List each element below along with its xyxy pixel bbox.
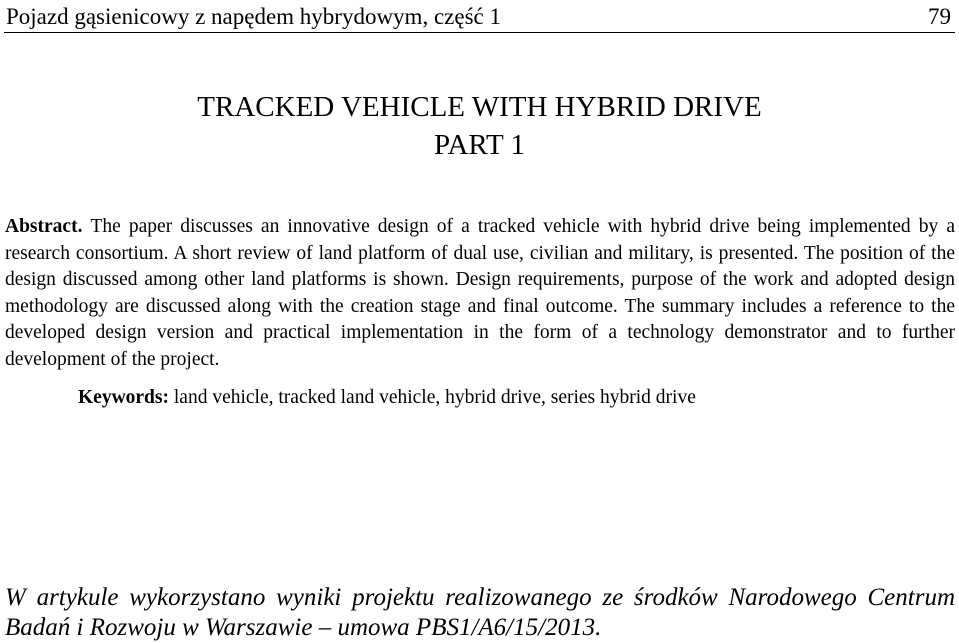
abstract-paragraph bbox=[5, 214, 955, 373]
running-header bbox=[4, 0, 955, 33]
paper-title bbox=[0, 88, 959, 164]
funding-note: W artykule wykorzystano wyniki projektu realizowanego ze środków Narodowego Centrum Badań i Rozwoju w Warszawie – umowa PBS1/A6/15/2013. bbox=[5, 584, 955, 641]
abstract-label: Abstract. bbox=[5, 216, 91, 237]
keywords-text: land vehicle, tracked land vehicle, hybrid drive, series hybrid drive bbox=[173, 387, 696, 408]
abstract-text: The paper discusses an innovative design of a tracked vehicle with hybrid drive being implemented by a research consortium. A short review of land platform of dual use, civilian and military, is presented. The position of the design discussed among other land platforms is shown. Design requirements, purpose of the work and adopted design methodology are discussed along with the creation stage and final outcome. The summary includes a reference to the developed design version and practical implementation in the form of a technology demonstrator and to further development of the project. bbox=[5, 216, 955, 370]
keywords-label: Keywords: bbox=[78, 387, 174, 408]
keywords-line bbox=[78, 385, 696, 411]
page-number: 79 bbox=[928, 4, 951, 29]
running-header-title: Pojazd gąsienicowy z napędem hybrydowym, część 1 bbox=[6, 4, 501, 29]
paper-title-line-1: TRACKED VEHICLE WITH HYBRID DRIVE bbox=[197, 91, 762, 123]
paper-title-line-2: PART 1 bbox=[434, 129, 525, 161]
